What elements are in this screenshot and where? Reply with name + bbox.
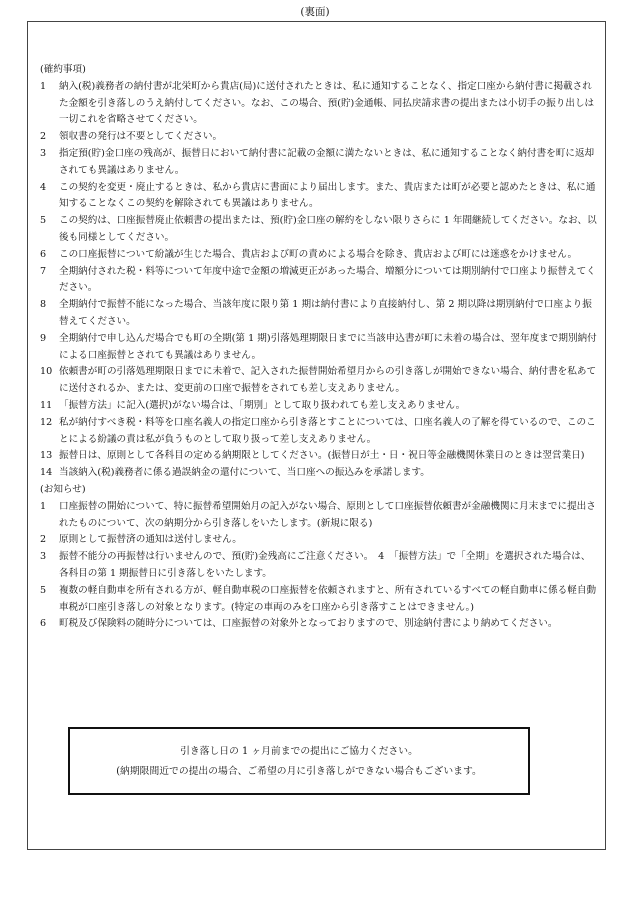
confirmation-item: 3 指定預(貯)金口座の残高が、振替日において納付書に記載の金額に満たないときは、私に通知することなく納付書を町に返却されても異議はありません。: [40, 147, 595, 176]
confirmation-item: 6 この口座振替について紛議が生じた場合、貴店および町の責めによる場合を除き、貴店および町には迷惑をかけません。: [40, 248, 578, 260]
confirmation-item: 10 依頼書が町の引落処理期限日までに未着で、記入された振替開始希望月からの引き落しが開始できない場合、納付書を私あてに送付されるか、または、変更前の口座で振替をされても差し支えありません。: [40, 366, 597, 395]
notice-item: 1 口座振替の開始について、特に振替希望開始月の記入がない場合、原則として口座振替依頼書が金融機関に月末までに提出されたものについて、次の納期分から引き落しをいたします。(新規に限る): [40, 500, 596, 529]
confirmation-heading: (確約事項): [40, 64, 86, 75]
notice-list: [40, 499, 597, 633]
confirmation-item: 8 全期納付で振替不能になった場合、当該年度に限り第 1 期は納付書により直接納付し、第 2 期以降は期別納付で口座より振替えてください。: [40, 299, 592, 327]
notice-box-line: 引き落し日の 1 ヶ月前までの提出にご協力ください。: [180, 746, 418, 757]
page-title: (裏面): [300, 6, 330, 18]
notice-item: 5 複数の軽自動車を所有される方が、軽自動車税の口座振替を依頼されますと、所有されているすべての軽自動車に係る軽自動車税が口座引き落しの対象となります。(特定の車両のみを口座から引き落すことはできません。): [40, 584, 597, 613]
notice-item: 6 町税及び保険料の随時分については、口座振替の対象外となっておりますので、別途納付書により納めてください。: [40, 618, 558, 630]
confirmation-item: 2 領収書の発行は不要としてください。: [40, 131, 223, 143]
confirmation-item: 12 私が納付すべき税・料等を口座名義人の指定口座から引き落とすことについては、口座名義人の了解を得ているので、このことによる紛議の責は私が負うものとして取り扱って差し支えありません。: [40, 416, 596, 445]
submission-notice-box: [68, 727, 530, 795]
confirmation-item: 9 全期納付で申し込んだ場合でも町の全期(第 1 期)引落処理期限日までに当該申込書が町に未着の場合は、翌年度まで期別納付による口座振替とされても異議はありません。: [40, 332, 597, 361]
notice-box-line: (納期限間近での提出の場合、ご希望の月に引き落しができない場合もございます。: [116, 766, 482, 777]
confirmation-item: 7 全期納付された税・料等について年度中途で金額の増減更正があった場合、増額分については期別納付で口座より振替えてください。: [40, 265, 596, 294]
document-frame: [27, 21, 606, 850]
notice-item: 3 振替不能分の再振替は行いませんので、預(貯)金残高にご注意ください。 4 「振替方法」で「全期」を選択された場合は、各科目の第 1 期振替日に引き落しをいたします。: [40, 551, 591, 579]
confirmation-item: 13 振替日は、原則として各科目の定める納期限としてください。(振替日が土・日・祝日等金融機関休業日のときは翌営業日): [40, 450, 585, 462]
confirmation-item: 1 納入(税)義務者の納付書が北栄町から貴店(局)に送付されたときは、私に通知することなく、指定口座から納付書に掲載された金額を引き落しのうえ納付してください。なお、この場合、預(貯)金通帳、同払戻請求書の提出または小切手の振り出しは一切これを省略させてください。: [40, 80, 595, 126]
confirmation-list: [40, 79, 597, 482]
confirmation-item: 5 この契約は、口座振替廃止依頼書の提出または、預(貯)金口座の解約をしない限りさらに 1 年間継続してください。なお、以後も同様としてください。: [40, 215, 597, 243]
notice-heading: (お知らせ): [40, 483, 86, 495]
notice-item: 2 原則として振替済の通知は送付しません。: [40, 534, 242, 546]
confirmation-item: 4 この契約を変更・廃止するときは、私から貴店に書面により届出します。また、貴店または町が必要と認めたときは、私に通知することなくこの契約を解除されても異議はありません。: [40, 181, 596, 210]
confirmation-item: 14 当該納入(税)義務者に係る過誤納金の還付について、当口座への振込みを承諾します。: [40, 467, 430, 479]
confirmation-item: 11 「振替方法」に記入(選択)がない場合は、「期別」として取り扱われても差し支えありません。: [40, 399, 466, 411]
